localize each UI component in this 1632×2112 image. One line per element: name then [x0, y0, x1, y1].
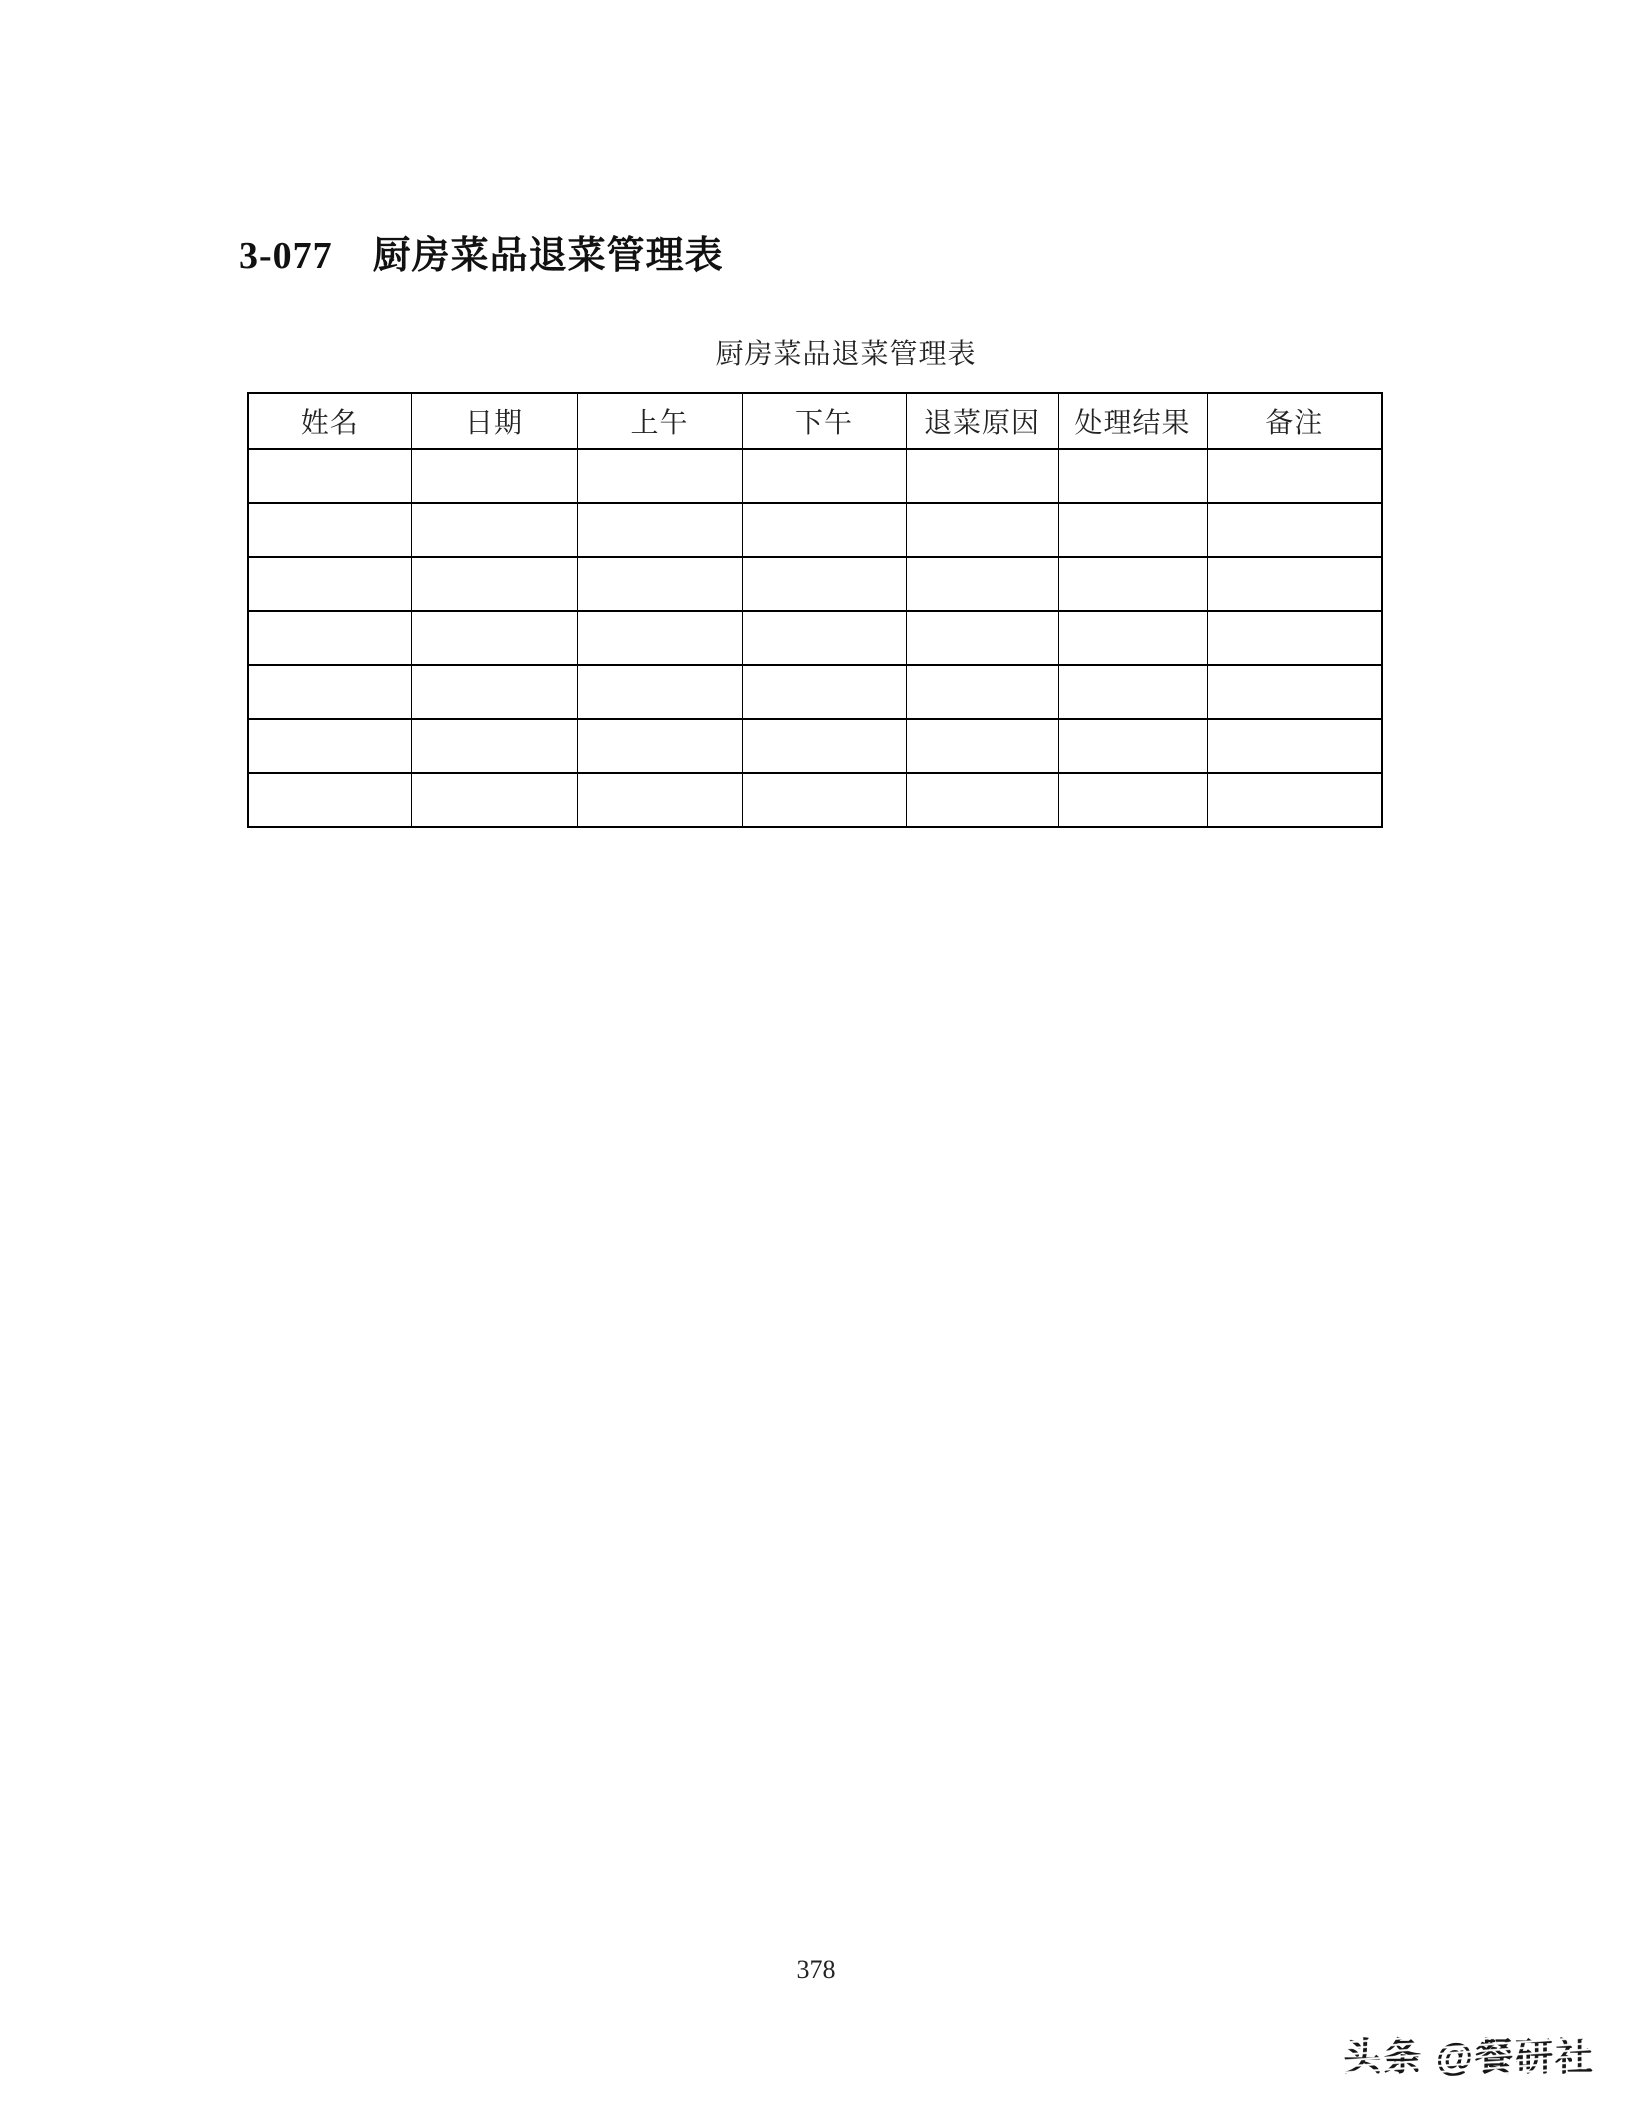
- table-cell: [1058, 557, 1207, 611]
- table-row: [248, 665, 1382, 719]
- table-cell: [248, 611, 411, 665]
- table-cell: [742, 449, 906, 503]
- table-cell: [1058, 773, 1207, 827]
- watermark: 头条 @餐研社: [1343, 2026, 1595, 2081]
- table-title: 厨房菜品退菜管理表: [715, 339, 977, 370]
- section-heading: [239, 224, 724, 279]
- table-cell: [411, 719, 577, 773]
- table-cell: [906, 665, 1058, 719]
- table-cell: [411, 503, 577, 557]
- table-row: [248, 611, 1382, 665]
- table-cell: [742, 611, 906, 665]
- section-number: 3-077: [239, 235, 333, 277]
- column-header-remarks: 备注: [1207, 393, 1382, 449]
- table-cell: [1207, 503, 1382, 557]
- table-cell: [411, 557, 577, 611]
- table-cell: [248, 773, 411, 827]
- table-cell: [1058, 665, 1207, 719]
- table-row: [248, 557, 1382, 611]
- table-cell: [1207, 557, 1382, 611]
- table-cell: [577, 557, 742, 611]
- table-cell: [1058, 719, 1207, 773]
- table-cell: [411, 611, 577, 665]
- table-cell: [906, 719, 1058, 773]
- table-row: [248, 503, 1382, 557]
- table-cell: [1058, 503, 1207, 557]
- table-cell: [906, 449, 1058, 503]
- column-header-date: 日期: [411, 393, 577, 449]
- table-cell: [577, 449, 742, 503]
- table-cell: [248, 503, 411, 557]
- table-cell: [577, 773, 742, 827]
- table-row: [248, 773, 1382, 827]
- column-header-handling-result: 处理结果: [1058, 393, 1207, 449]
- table-cell: [577, 611, 742, 665]
- table-cell: [248, 557, 411, 611]
- section-heading-title: 厨房菜品退菜管理表: [372, 235, 724, 277]
- table-cell: [742, 719, 906, 773]
- table-cell: [906, 503, 1058, 557]
- column-header-return-reason: 退菜原因: [906, 393, 1058, 449]
- table-cell: [1058, 449, 1207, 503]
- table-body: [248, 449, 1382, 827]
- table-cell: [411, 773, 577, 827]
- table-row: [248, 449, 1382, 503]
- table-cell: [411, 449, 577, 503]
- table-cell: [248, 449, 411, 503]
- table-cell: [1207, 719, 1382, 773]
- table-cell: [577, 719, 742, 773]
- table-cell: [742, 665, 906, 719]
- table-cell: [1207, 611, 1382, 665]
- table-cell: [742, 557, 906, 611]
- table-cell: [411, 665, 577, 719]
- table-row: [248, 719, 1382, 773]
- page-number: 378: [796, 1955, 836, 1984]
- table-cell: [248, 665, 411, 719]
- table-header-row: [248, 393, 1382, 449]
- return-dish-form-table: [247, 392, 1383, 828]
- table-cell: [906, 557, 1058, 611]
- column-header-afternoon: 下午: [742, 393, 906, 449]
- table-cell: [577, 665, 742, 719]
- table-cell: [1207, 665, 1382, 719]
- table-cell: [577, 503, 742, 557]
- column-header-name: 姓名: [248, 393, 411, 449]
- column-header-morning: 上午: [577, 393, 742, 449]
- table-cell: [906, 611, 1058, 665]
- table-cell: [1058, 611, 1207, 665]
- table-cell: [248, 719, 411, 773]
- table-cell: [1207, 449, 1382, 503]
- table-cell: [742, 503, 906, 557]
- table-cell: [1207, 773, 1382, 827]
- table-cell: [742, 773, 906, 827]
- table-cell: [906, 773, 1058, 827]
